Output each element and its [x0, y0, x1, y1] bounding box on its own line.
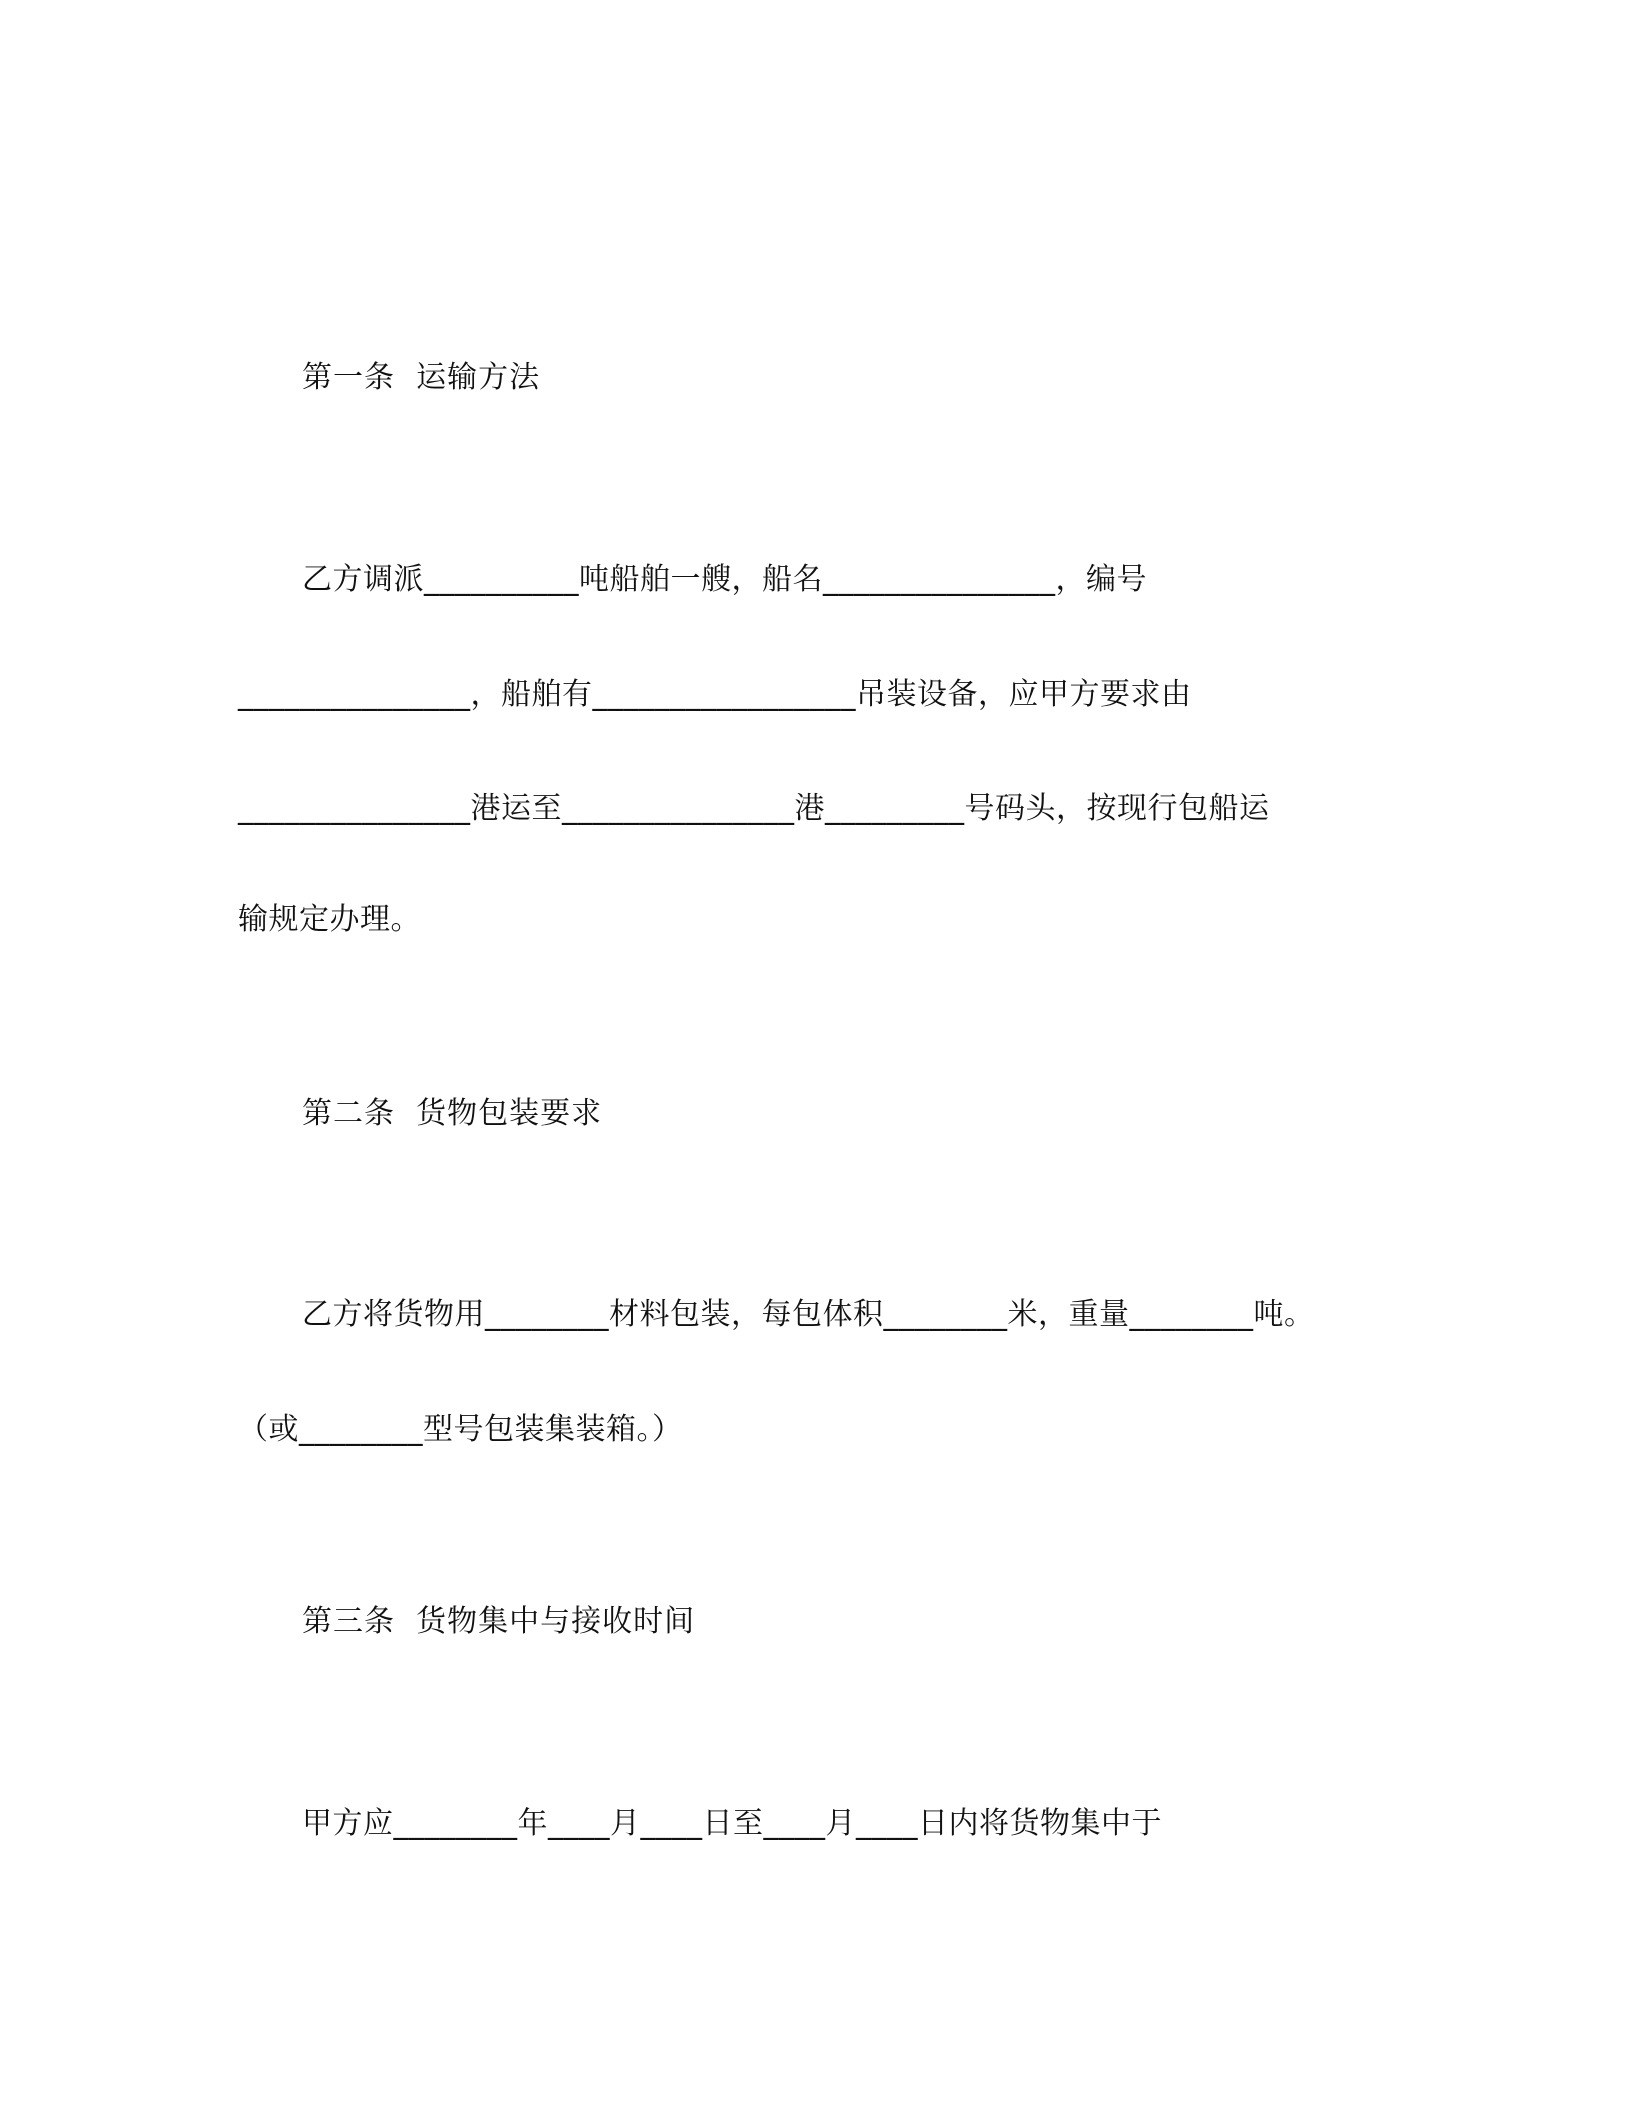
article-1-line-2: _______________，船舶有_________________吊装设备，应甲方要求由	[238, 677, 1192, 712]
article-2-heading: 第二条 货物包装要求	[302, 1096, 603, 1131]
article-1-line-3: _______________港运至_______________港_________号码头，按现行包船运	[238, 791, 1270, 826]
article-3-heading: 第三条 货物集中与接收时间	[302, 1604, 696, 1639]
article-1-heading: 第一条 运输方法	[302, 360, 541, 395]
article-2-line-2: （或________型号包装集装箱。）	[238, 1412, 683, 1447]
article-1-line-4: 输规定办理。	[238, 902, 421, 937]
article-2-line-1: 乙方将货物用________材料包装，每包体积________米，重量________吨。	[302, 1297, 1315, 1332]
article-1-line-1: 乙方调派__________吨船舶一艘，船名_______________，编号	[302, 562, 1147, 597]
article-3-line-1: 甲方应________年____月____日至____月____日内将货物集中于	[302, 1806, 1162, 1841]
